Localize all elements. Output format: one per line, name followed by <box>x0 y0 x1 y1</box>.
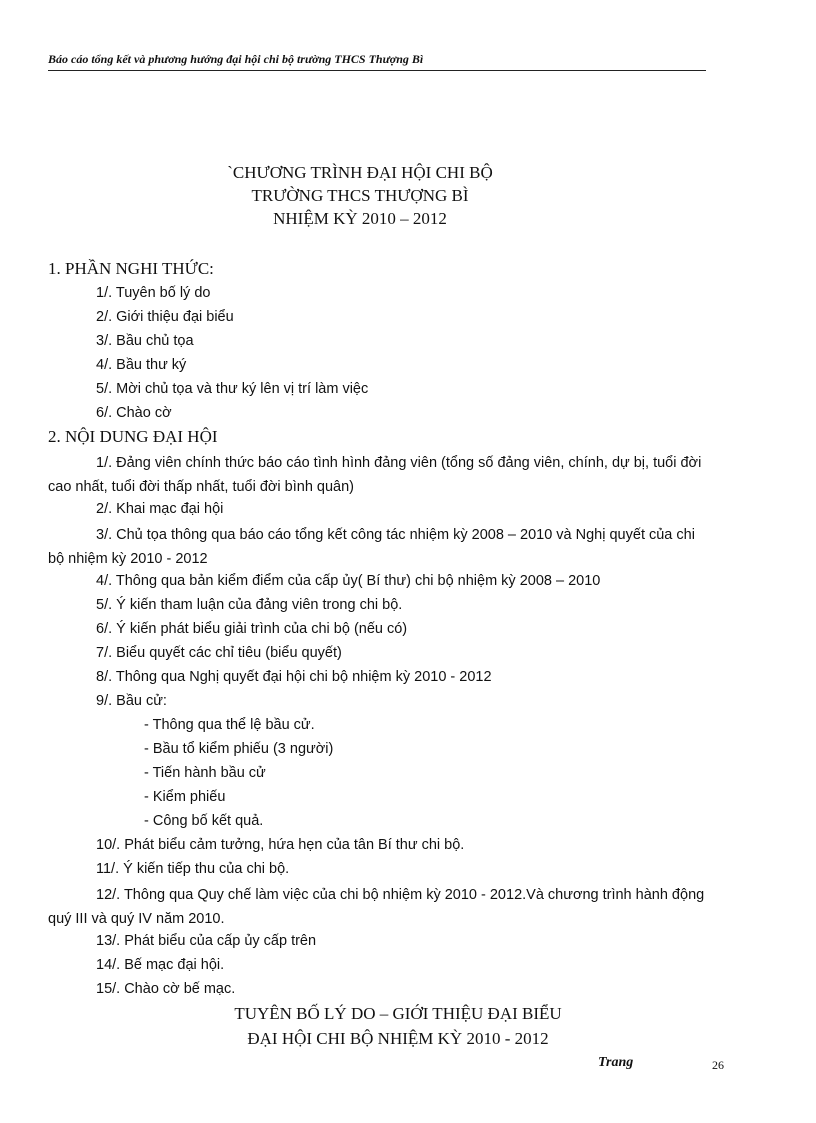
title-line-3: NHIỆM KỲ 2010 – 2012 <box>273 209 447 228</box>
section-2-item-8: 8/. Thông qua Nghị quyết đại hội chi bộ nhiệm kỳ 2010 - 2012 <box>96 669 492 685</box>
title-line-1: `CHƯƠNG TRÌNH ĐẠI HỘI CHI BỘ <box>227 163 493 182</box>
page-number: 26 <box>712 1058 724 1072</box>
section-1-item: 1/. Tuyên bố lý do <box>96 285 211 301</box>
section-2-item-2: 2/. Khai mạc đại hội <box>96 501 224 517</box>
election-sub-item: - Kiểm phiếu <box>144 789 226 805</box>
election-sub-item: - Thông qua thể lệ bầu cử. <box>144 717 315 733</box>
next-section-title-1: TUYÊN BỐ LÝ DO – GIỚI THIỆU ĐẠI BIỂU <box>234 1004 562 1023</box>
section-2-item-13: 13/. Phát biểu của cấp ủy cấp trên <box>96 933 317 949</box>
section-2-item-7: 7/. Biểu quyết các chỉ tiêu (biểu quyết) <box>96 645 342 661</box>
election-sub-item: - Tiến hành bầu cử <box>144 765 266 781</box>
section-1-item: 4/. Bầu thư ký <box>96 357 187 373</box>
election-sub-item: - Công bố kết quả. <box>144 813 264 829</box>
section-2-item-4: 4/. Thông qua bản kiểm điểm của cấp ủy( Bí thư) chi bộ nhiệm kỳ 2008 – 2010 <box>96 573 601 589</box>
section-1-heading: 1. PHẦN NGHI THỨC: <box>48 259 214 278</box>
section-2-heading: 2. NỘI DUNG ĐẠI HỘI <box>48 427 218 446</box>
section-1-item: 3/. Bầu chủ tọa <box>96 333 194 349</box>
section-1-item: 5/. Mời chủ tọa và thư ký lên vị trí làm việc <box>96 381 369 397</box>
next-section-title-2: ĐẠI HỘI CHI BỘ NHIỆM KỲ 2010 - 2012 <box>247 1029 549 1048</box>
page-label: Trang <box>598 1055 634 1070</box>
section-2-item-12: 12/. Thông qua Quy chế làm việc của chi bộ nhiệm kỳ 2010 - 2012.Và chương trình hành động quý III và quý IV năm 2010. <box>48 887 705 927</box>
section-2-item-9: 9/. Bầu cử: <box>96 693 167 709</box>
section-2-item-10: 10/. Phát biểu cảm tưởng, hứa hẹn của tân Bí thư chi bộ. <box>96 837 465 853</box>
section-2-item-1: 1/. Đảng viên chính thức báo cáo tình hình đảng viên (tổng số đảng viên, chính, dự bị, tuổi đời cao nhất, tuổi đời thấp nhất, tuổi đời bình quân) <box>48 455 702 495</box>
section-2-item-6: 6/. Ý kiến phát biểu giải trình của chi bộ (nếu có) <box>96 621 408 637</box>
document-header: Báo cáo tổng kết và phương hướng đại hội chi bộ trường THCS Thượng Bì <box>48 52 706 71</box>
section-1-item: 6/. Chào cờ <box>96 405 172 421</box>
section-2-item-5: 5/. Ý kiến tham luận của đảng viên trong chi bộ. <box>96 597 403 613</box>
election-sub-item: - Bầu tổ kiểm phiếu (3 người) <box>144 741 334 757</box>
section-2-item-14: 14/. Bế mạc đại hội. <box>96 957 225 973</box>
section-2-item-3: 3/. Chủ tọa thông qua báo cáo tổng kết công tác nhiệm kỳ 2008 – 2010 và Nghị quyết của chi bộ nhiệm kỳ 2010 - 2012 <box>48 527 695 567</box>
section-2-item-11: 11/. Ý kiến tiếp thu của chi bộ. <box>96 861 290 877</box>
title-line-2: TRƯỜNG THCS THƯỢNG BÌ <box>251 186 469 205</box>
section-2-item-15: 15/. Chào cờ bế mạc. <box>96 981 236 997</box>
section-1-item: 2/. Giới thiệu đại biểu <box>96 309 234 325</box>
